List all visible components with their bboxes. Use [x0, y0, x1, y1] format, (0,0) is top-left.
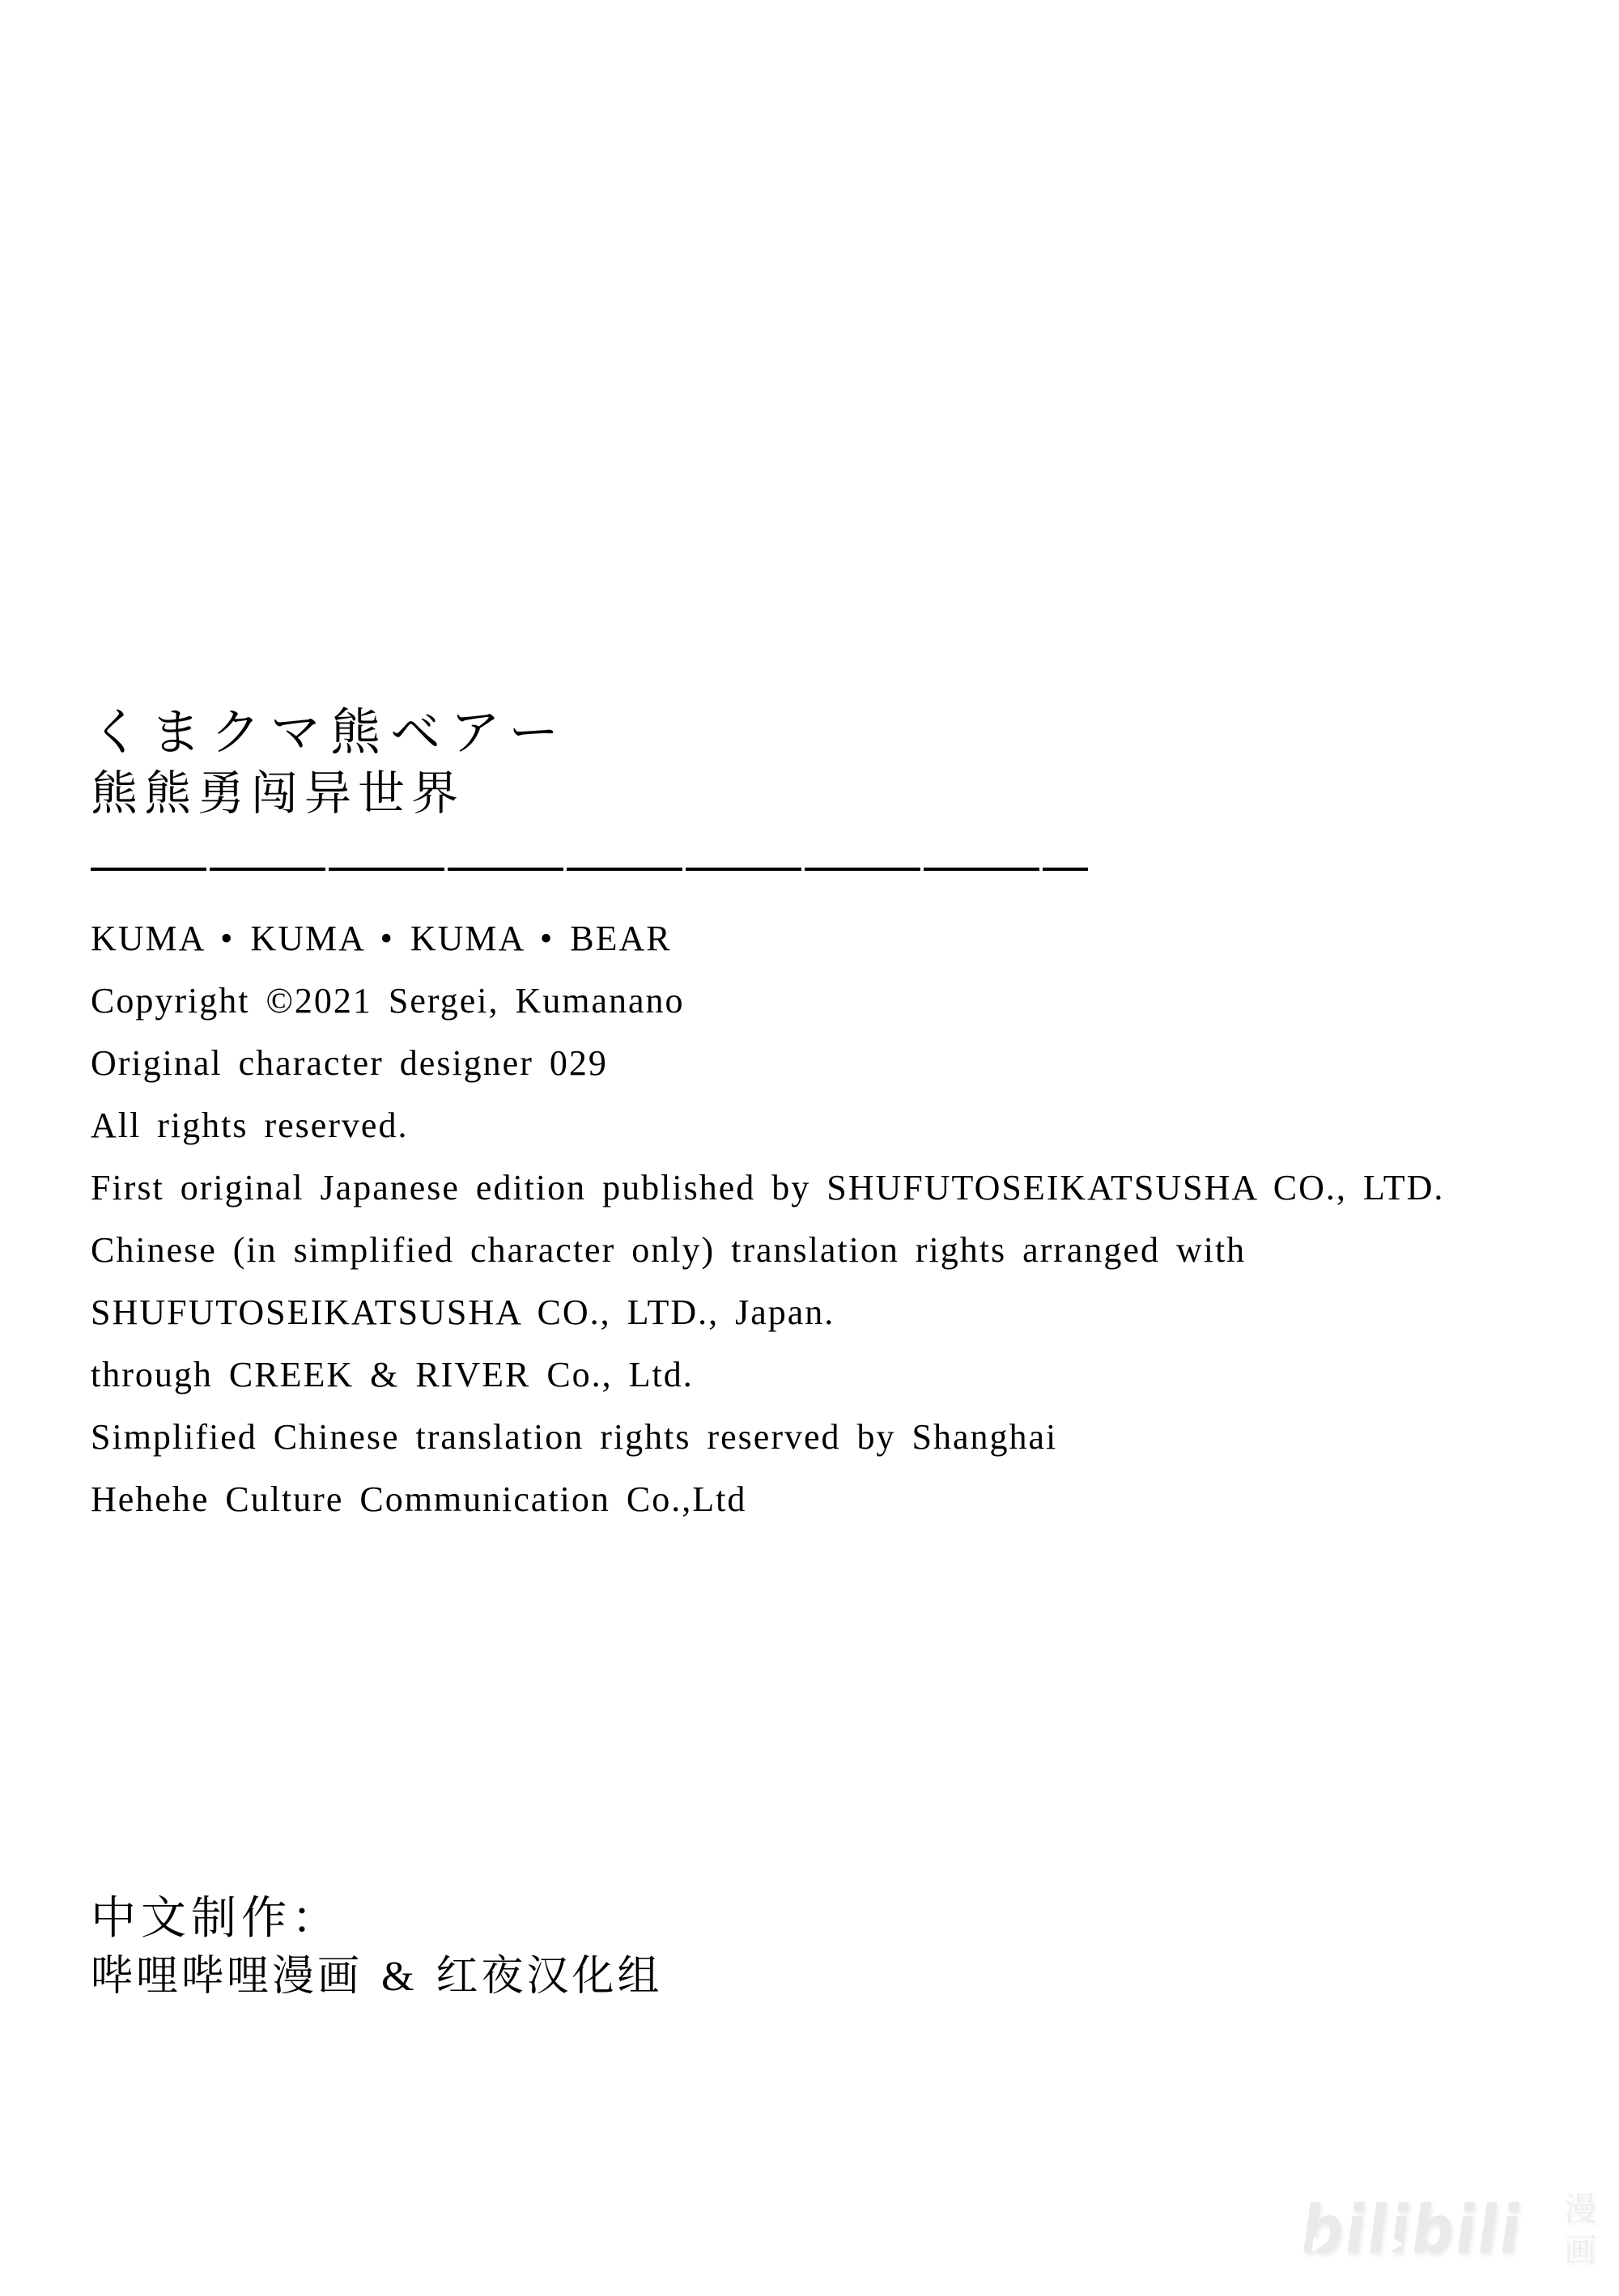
bilibili-wordmark-wrap [1296, 2191, 1557, 2268]
play-triangle-icon [1311, 2236, 1326, 2252]
copyright-line-first-edition: First original Japanese edition published by SHUFUTOSEIKATSUSHA CO., LTD. [91, 1168, 1445, 1207]
copyright-line-kuma-bear: KUMA • KUMA • KUMA • BEAR [91, 919, 672, 958]
manga-label [1564, 2189, 1596, 2272]
production-credits: 哔哩哔哩漫画 & 红夜汉化组 [91, 1954, 663, 2000]
copyright-line-simplified-rights: Simplified Chinese translation rights reserved by Shanghai [91, 1417, 1058, 1457]
copyright-line-creek-river: through CREEK & RIVER Co., Ltd. [91, 1355, 694, 1394]
copyright-line-copyright: Copyright ©2021 Sergei, Kumanano [91, 981, 685, 1021]
chinese-title: 熊熊勇闯异世界 [91, 767, 465, 821]
divider-line [91, 868, 1088, 871]
manga-label-bottom: 画 [1564, 2232, 1596, 2268]
manga-label-top: 漫 [1564, 2191, 1596, 2227]
copyright-line-rights: All rights reserved. [91, 1106, 409, 1145]
bilibili-manga-logo [1296, 2189, 1596, 2272]
copyright-block [91, 907, 1444, 1530]
copyright-line-hehehe-culture: Hehehe Culture Communication Co.,Ltd [91, 1479, 747, 1519]
copyright-line-translation-arranged: Chinese (in simplified character only) translation rights arranged with [91, 1230, 1247, 1270]
production-label: 中文制作： [91, 1894, 342, 1944]
japanese-title: くまクマ熊ベアー [91, 705, 569, 761]
copyright-line-designer: Original character designer 029 [91, 1043, 608, 1083]
bilibili-wordmark: bilibili [1296, 2191, 1528, 2268]
copyright-line-publisher-japan: SHUFUTOSEIKATSUSHA CO., LTD., Japan. [91, 1292, 835, 1332]
play-triangle-icon [1389, 2236, 1404, 2252]
